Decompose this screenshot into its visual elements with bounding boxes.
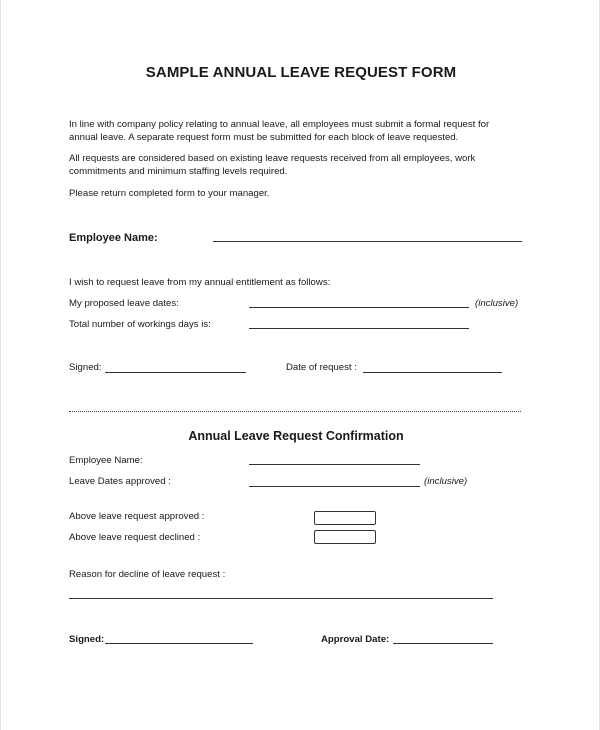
signed-field[interactable]: [105, 372, 246, 373]
intro-para1-line2: annual leave. A separate request form must be submitted for each block of leave requested.: [69, 132, 459, 143]
reason-label: Reason for decline of leave request :: [69, 569, 226, 580]
dates-approved-inclusive-note: (inclusive): [424, 476, 468, 487]
approved-label: Above leave request approved :: [69, 511, 205, 522]
approved-checkbox[interactable]: [314, 511, 376, 525]
confirm-signed-field[interactable]: [105, 643, 253, 644]
signed-label: Signed:: [69, 362, 102, 373]
intro-para3: Please return completed form to your manager.: [69, 188, 270, 199]
section-divider: [69, 411, 521, 412]
confirm-signed-label: Signed:: [69, 634, 105, 645]
proposed-dates-label: My proposed leave dates:: [69, 298, 179, 309]
declined-label: Above leave request declined :: [69, 532, 201, 543]
intro-para2-line1: All requests are considered based on existing leave requests received from all employees, work: [69, 153, 476, 164]
form-title: SAMPLE ANNUAL LEAVE REQUEST FORM: [145, 64, 457, 81]
proposed-dates-field[interactable]: [249, 307, 469, 308]
dates-approved-label: Leave Dates approved :: [69, 476, 171, 487]
date-of-request-field[interactable]: [363, 372, 502, 373]
employee-name-field[interactable]: [213, 241, 522, 242]
employee-name-label: Employee Name:: [69, 232, 158, 244]
proposed-dates-inclusive-note: (inclusive): [475, 298, 519, 309]
working-days-label: Total number of workings days is:: [69, 319, 211, 330]
working-days-field[interactable]: [249, 328, 469, 329]
confirm-employee-name-field[interactable]: [249, 464, 420, 465]
entitlement-text: I wish to request leave from my annual entitlement as follows:: [69, 277, 331, 288]
declined-checkbox[interactable]: [314, 530, 376, 544]
intro-para1-line1: In line with company policy relating to annual leave, all employees must submit a formal request for: [69, 119, 490, 130]
approval-date-label: Approval Date:: [321, 634, 390, 645]
confirm-employee-name-label: Employee Name:: [69, 455, 143, 466]
dates-approved-field[interactable]: [249, 486, 420, 487]
confirmation-title: Annual Leave Request Confirmation: [188, 429, 404, 443]
approval-date-field[interactable]: [393, 643, 493, 644]
reason-field[interactable]: [69, 598, 493, 599]
date-of-request-label: Date of request :: [286, 362, 357, 373]
intro-para2-line2: commitments and minimum staffing levels required.: [69, 166, 288, 177]
